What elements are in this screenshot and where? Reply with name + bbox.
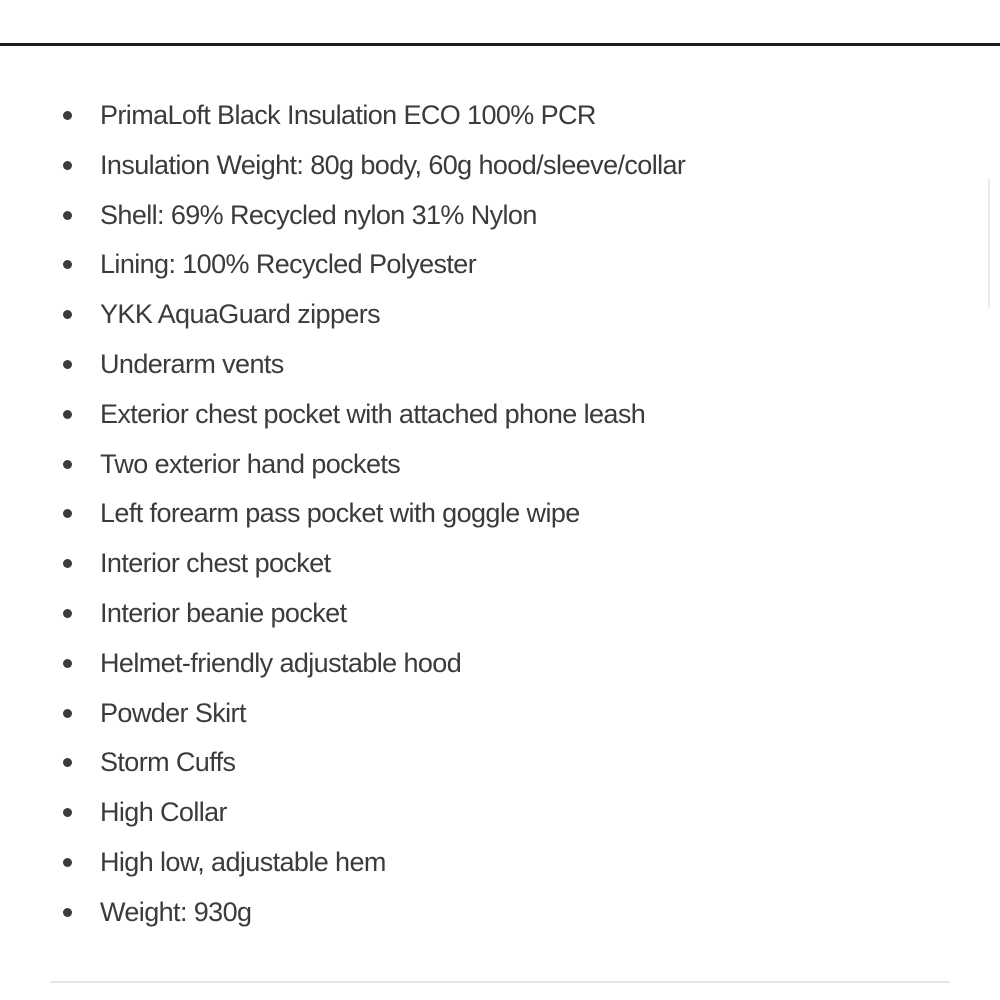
spec-text: Left forearm pass pocket with goggle wipe (100, 498, 580, 529)
spec-text: Helmet-friendly adjustable hood (100, 647, 462, 678)
list-item (0, 838, 960, 888)
list-item (0, 539, 960, 589)
spec-text: Storm Cuffs (100, 747, 236, 778)
bullet-icon (63, 509, 72, 518)
bullet-icon (63, 260, 72, 269)
bullet-icon (63, 360, 72, 369)
bullet-icon (63, 460, 72, 469)
bullet-icon (63, 161, 72, 170)
bullet-icon (63, 211, 72, 220)
bullet-icon (63, 709, 72, 718)
list-item (0, 489, 960, 539)
list-item (0, 589, 960, 639)
list-item (0, 191, 960, 241)
list-item (0, 639, 960, 689)
bullet-icon (63, 908, 72, 917)
list-item (0, 689, 960, 739)
list-item (0, 738, 960, 788)
bullet-icon (63, 410, 72, 419)
list-item (0, 390, 960, 440)
spec-list (0, 91, 960, 938)
bullet-icon (63, 609, 72, 618)
spec-text: Interior beanie pocket (100, 597, 347, 628)
bullet-icon (63, 111, 72, 120)
spec-text: PrimaLoft Black Insulation ECO 100% PCR (100, 100, 596, 130)
bullet-icon (63, 858, 72, 867)
list-item (0, 440, 960, 490)
list-item (0, 91, 960, 141)
list-item (0, 141, 960, 191)
spec-text: Underarm vents (100, 348, 284, 379)
spec-text: Lining: 100% Recycled Polyester (100, 249, 477, 280)
bottom-divider (50, 981, 950, 983)
bullet-icon (63, 808, 72, 817)
spec-text: Shell: 69% Recycled nylon 31% Nylon (100, 199, 537, 230)
bullet-icon (63, 559, 72, 568)
spec-text: YKK AquaGuard zippers (100, 299, 381, 330)
bullet-icon (63, 758, 72, 767)
list-item (0, 888, 960, 938)
spec-text: Two exterior hand pockets (100, 448, 401, 479)
spec-text: High low, adjustable hem (100, 846, 386, 877)
spec-text: Powder Skirt (100, 697, 246, 728)
bullet-icon (63, 659, 72, 668)
list-item (0, 290, 960, 340)
bullet-icon (63, 310, 72, 319)
spec-text: Weight: 930g (100, 896, 252, 927)
top-divider (0, 43, 1000, 46)
spec-text: Insulation Weight: 80g body, 60g hood/sleeve/collar (100, 149, 686, 180)
scrollbar-track[interactable] (988, 178, 990, 308)
list-item (0, 240, 960, 290)
spec-text: High Collar (100, 797, 227, 828)
spec-text: Interior chest pocket (100, 548, 331, 579)
spec-text: Exterior chest pocket with attached phone leash (100, 398, 646, 429)
list-item (0, 340, 960, 390)
list-item (0, 788, 960, 838)
